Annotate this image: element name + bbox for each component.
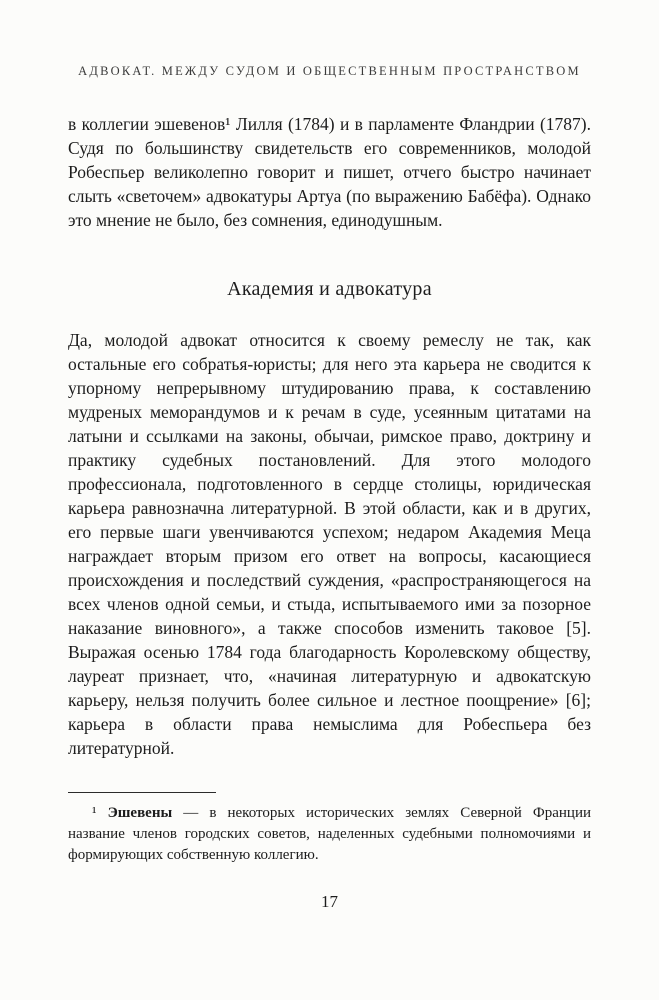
footnote-term: Эшевены [107,805,173,821]
paragraph-body: Да, молодой адвокат относится к своему ремеслу не так, как остальные его собратья-юристы; для него эта карьера не сводится к упорному непрерывному штудированию права, к составлению мудреных меморандумов и к речам в суде, усеянным цитатами на латыни и ссылками на законы, обычаи, римское право, доктрину и практику судебных постановлений. Для этого молодого профессионала, подготовленного в сердце столицы, юридическая карьера равнозначна литературной. В этой области, как и в других, его первые шаги увенчиваются успехом; недаром Академия Меца награждает вторым призом его ответ на вопросы, касающиеся происхождения и последствий суждения, «распространяющегося на всех членов одной семьи, и стыда, испытываемого ими за позорное наказание виновного», а также способов изменить таковое [5]. Выражая осенью 1784 года благодарность Королевскому обществу, лауреат признает, что, «начиная литературную и адвокатскую карьеру, нельзя получить более сильное и лестное поощрение» [6]; карьера в области права немыслима для Робеспьера без литературной. [68,330,591,758]
footnote [68,803,591,866]
running-head: АДВОКАТ. МЕЖДУ СУДОМ И ОБЩЕСТВЕННЫМ ПРОСТРАНСТВОМ [78,64,581,78]
page-number: 17 [321,892,338,911]
paragraph-continuation: в коллегии эшевенов¹ Лилля (1784) и в парламенте Фландрии (1787). Судя по большинству свидетельств его современников, молодой Робеспьер великолепно говорит и пишет, отчего быстро начинает слыть «светочем» адвокатуры Артуа (по выражению Бабёфа). Однако это мнение не было, без сомнения, единодушным. [68,114,591,230]
footnote-divider [68,792,216,793]
footnote-marker: ¹ [92,805,108,821]
section-heading: Академия и адвокатура [227,278,432,300]
footnote-text: — в некоторых исторических землях Северной Франции название членов городских советов, наделенных судебными полномочиями и формирующих собственную коллегию. [68,805,591,863]
